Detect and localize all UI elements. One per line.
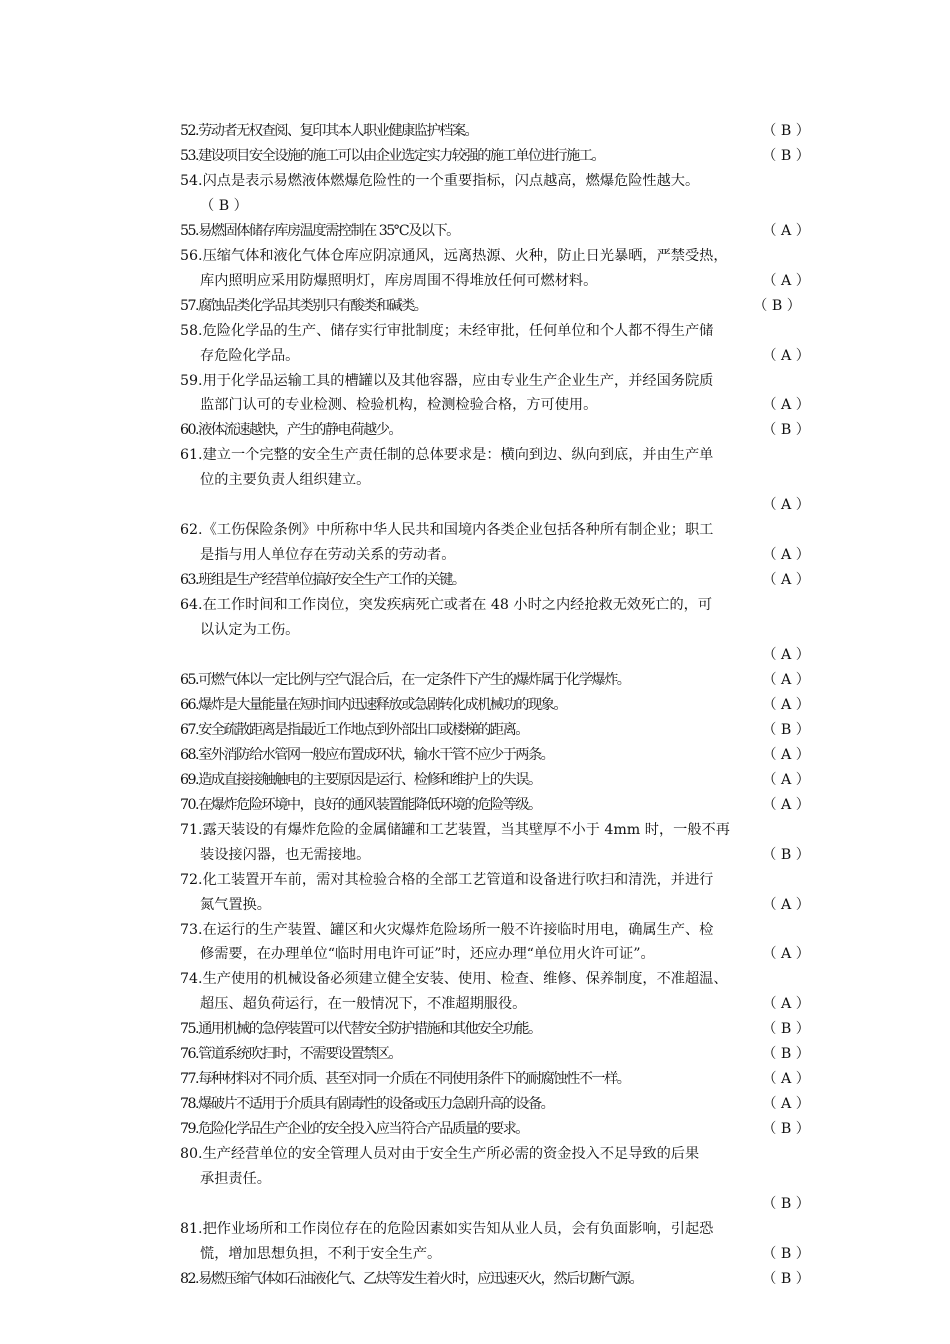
question-item (180, 793, 810, 818)
question-text-line: 77.每种材料对不同介质、甚至对同一介质在不同使用条件下的耐腐蚀性不一样。 (180, 1071, 630, 1088)
answer-mark: （ B ） (762, 846, 810, 863)
question-text-line: 76.管道系统吹扫时，不需要设置禁区。 (180, 1046, 402, 1063)
answer-mark: （ B ） (762, 1270, 810, 1287)
question-text-line: 59.用于化学品运输工具的槽罐以及其他容器，应由专业生产企业生产，并经国务院质 (180, 372, 714, 389)
question-item (180, 818, 810, 868)
answer-mark: （ B ） (762, 422, 810, 439)
question-list (180, 119, 810, 1292)
question-text-line: 78.爆破片不适用于介质具有剧毒性的设备或压力急剧升高的设备。 (180, 1096, 554, 1113)
answer-mark: （ B ） (762, 721, 810, 738)
question-text-line: 63.班组是生产经营单位搞好安全生产工作的关键。 (180, 572, 465, 589)
question-item (180, 1117, 810, 1142)
answer-mark: （ A ） (762, 572, 810, 589)
question-item (180, 743, 810, 768)
answer-mark: （ B ） (762, 123, 810, 139)
question-text-line: 82.易燃压缩气体如石油液化气、乙炔等发生着火时，应迅速灭火，然后切断气源。 (180, 1270, 643, 1287)
question-text-line: 56.压缩气体和液化气体仓库应阴凉通风，远离热源、火种，防止日光暴晒，严禁受热， (180, 247, 728, 264)
question-text-line: 60.液体流速越快，产生的静电荷越少。 (180, 422, 402, 439)
question-item (180, 418, 810, 443)
question-item (180, 244, 810, 294)
question-text-line: 53.建设项目安全设施的施工可以由企业选定实力较强的施工单位进行施工。 (180, 147, 605, 164)
question-item (180, 568, 810, 593)
question-item (180, 668, 810, 693)
answer-mark: （ B ） (762, 1046, 810, 1063)
question-item (180, 593, 810, 668)
question-text-line (180, 493, 810, 518)
answer-mark: （ B ） (200, 197, 248, 214)
question-text-line: 70.在爆炸危险环境中，良好的通风装置能降低环境的危险等级。 (180, 796, 541, 813)
question-item (180, 1017, 810, 1042)
question-text-line: 超压、超负荷运行，在一般情况下，不准超期服役。 (200, 996, 527, 1013)
answer-mark: （ B ） (762, 147, 810, 164)
question-item (180, 518, 810, 568)
question-text-line: 位的主要负责人组织建立。 (200, 472, 371, 489)
answer-mark: （ A ） (762, 222, 810, 239)
question-item (180, 1092, 810, 1117)
answer-mark: （ A ） (762, 671, 810, 688)
question-item (180, 1067, 810, 1092)
question-text-line: 58.危险化学品的生产、储存实行审批制度；未经审批，任何单位和个人都不得生产储 (180, 322, 714, 339)
question-text-line: 61.建立一个完整的安全生产责任制的总体要求是：横向到边、纵向到底，并由生产单 (180, 447, 714, 464)
question-text-line: 承担责任。 (200, 1171, 271, 1188)
question-text-line (180, 194, 810, 219)
question-item (180, 693, 810, 718)
question-text-line: 监部门认可的专业检测、检验机构，检测检验合格，方可使用。 (200, 397, 598, 414)
answer-mark: （ A ） (762, 746, 810, 763)
answer-mark: （ A ） (762, 547, 810, 564)
question-text-line: 74.生产使用的机械设备必须建立健全安装、使用、检查、维修、保养制度，不准超温、 (180, 971, 728, 988)
answer-mark: （ A ） (762, 896, 810, 913)
question-text-line: 慌，增加思想负担，不利于安全生产。 (200, 1245, 442, 1262)
answer-mark: （ A ） (762, 946, 810, 963)
answer-mark: （ A ） (762, 347, 810, 364)
answer-mark: （ A ） (762, 996, 810, 1013)
question-text-line: 65.可燃气体以一定比例与空气混合后，在一定条件下产生的爆炸属于化学爆炸。 (180, 671, 630, 688)
question-item (180, 918, 810, 968)
question-text-line: 是指与用人单位存在劳动关系的劳动者。 (200, 547, 456, 564)
question-text-line: 71.露天装设的有爆炸危险的金属储罐和工艺装置，当其壁厚不小于 4mm 时，一般不再 (180, 821, 730, 838)
question-text-line: 72.化工装置开车前，需对其检验合格的全部工艺管道和设备进行吹扫和清洗，并进行 (180, 871, 714, 888)
question-item (180, 1217, 810, 1267)
question-item (180, 1042, 810, 1067)
question-item (180, 119, 810, 144)
answer-mark: （ A ） (762, 1096, 810, 1113)
question-item (180, 219, 810, 244)
question-text-line: 68.室外消防给水管网一般应布置成环状，输水干管不应少于两条。 (180, 746, 554, 763)
answer-mark: （ B ） (762, 1121, 810, 1138)
question-text-line: 81.把作业场所和工作岗位存在的危险因素如实告知从业人员，会有负面影响，引起恐 (180, 1220, 714, 1237)
question-item (180, 369, 810, 419)
answer-mark: （ B ） (762, 1021, 810, 1038)
question-item (180, 718, 810, 743)
question-item (180, 1142, 810, 1217)
question-text-line: 67.安全疏散距离是指最近工作地点到外部出口或楼梯的距离。 (180, 721, 528, 738)
question-text-line: 54.闪点是表示易燃液体燃爆危险性的一个重要指标，闪点越高，燃爆危险性越大。 (180, 172, 700, 189)
question-item (180, 967, 810, 1017)
question-text-line: 库内照明应采用防爆照明灯，库房周围不得堆放任何可燃材料。 (200, 272, 598, 289)
question-item (180, 144, 810, 169)
question-text-line: 75.通用机械的急停装置可以代替安全防护措施和其他安全功能。 (180, 1021, 541, 1038)
question-text-line: 69.造成直接接触触电的主要原因是运行、检修和维护上的失误。 (180, 771, 541, 788)
question-text-line: 以认定为工伤。 (200, 622, 300, 639)
answer-mark: （ B ） (762, 1195, 810, 1212)
answer-mark: （ A ） (762, 771, 810, 788)
answer-mark: （ B ） (753, 297, 810, 314)
answer-mark: （ A ） (762, 696, 810, 713)
question-text-line: 55.易燃固体储存库房温度需控制在 35℃及以下。 (180, 222, 459, 239)
answer-mark: （ A ） (762, 796, 810, 813)
question-text-line: 氮气置换。 (200, 896, 271, 913)
question-text-line: 66.爆炸是大量能量在短时间内迅速释放或急剧转化成机械功的现象。 (180, 696, 567, 713)
question-text-line: 73.在运行的生产装置、罐区和火灾爆炸危险场所一般不许接临时用电，确属生产、检 (180, 921, 714, 938)
question-item (180, 768, 810, 793)
question-text-line: 64.在工作时间和工作岗位，突发疾病死亡或者在 48 小时之内经抢救无效死亡的，可 (180, 597, 713, 614)
question-item (180, 169, 810, 219)
question-text-line (180, 643, 810, 668)
question-text-line: 62.《工伤保险条例》中所称中华人民共和国境内各类企业包括各种所有制企业；职工 (180, 522, 714, 539)
question-text-line: 存危险化学品。 (200, 347, 300, 364)
question-item (180, 1267, 810, 1292)
answer-mark: （ A ） (762, 272, 810, 289)
question-item (180, 319, 810, 369)
question-text-line: 80.生产经营单位的安全管理人员对由于安全生产所必需的资金投入不足导致的后果 (180, 1146, 700, 1163)
answer-mark: （ A ） (762, 397, 810, 414)
question-text-line: 79.危险化学品生产企业的安全投入应当符合产品质量的要求。 (180, 1121, 528, 1138)
question-text-line: 52.劳动者无权查阅、复印其本人职业健康监护档案。 (180, 123, 478, 139)
answer-mark: （ B ） (762, 1245, 810, 1262)
question-item (180, 294, 810, 319)
question-item (180, 443, 810, 518)
question-text-line: 57.腐蚀品类化学品其类别只有酸类和碱类。 (180, 297, 427, 314)
answer-mark: （ A ） (762, 497, 810, 514)
answer-mark: （ A ） (762, 647, 810, 664)
question-text-line: 装设接闪器，也无需接地。 (200, 846, 371, 863)
answer-mark: （ A ） (762, 1071, 810, 1088)
question-text-line (180, 1192, 810, 1217)
question-text-line: 修需要，在办理单位“临时用电许可证”时，还应办理“单位用火许可证”。 (200, 946, 655, 963)
question-item (180, 868, 810, 918)
